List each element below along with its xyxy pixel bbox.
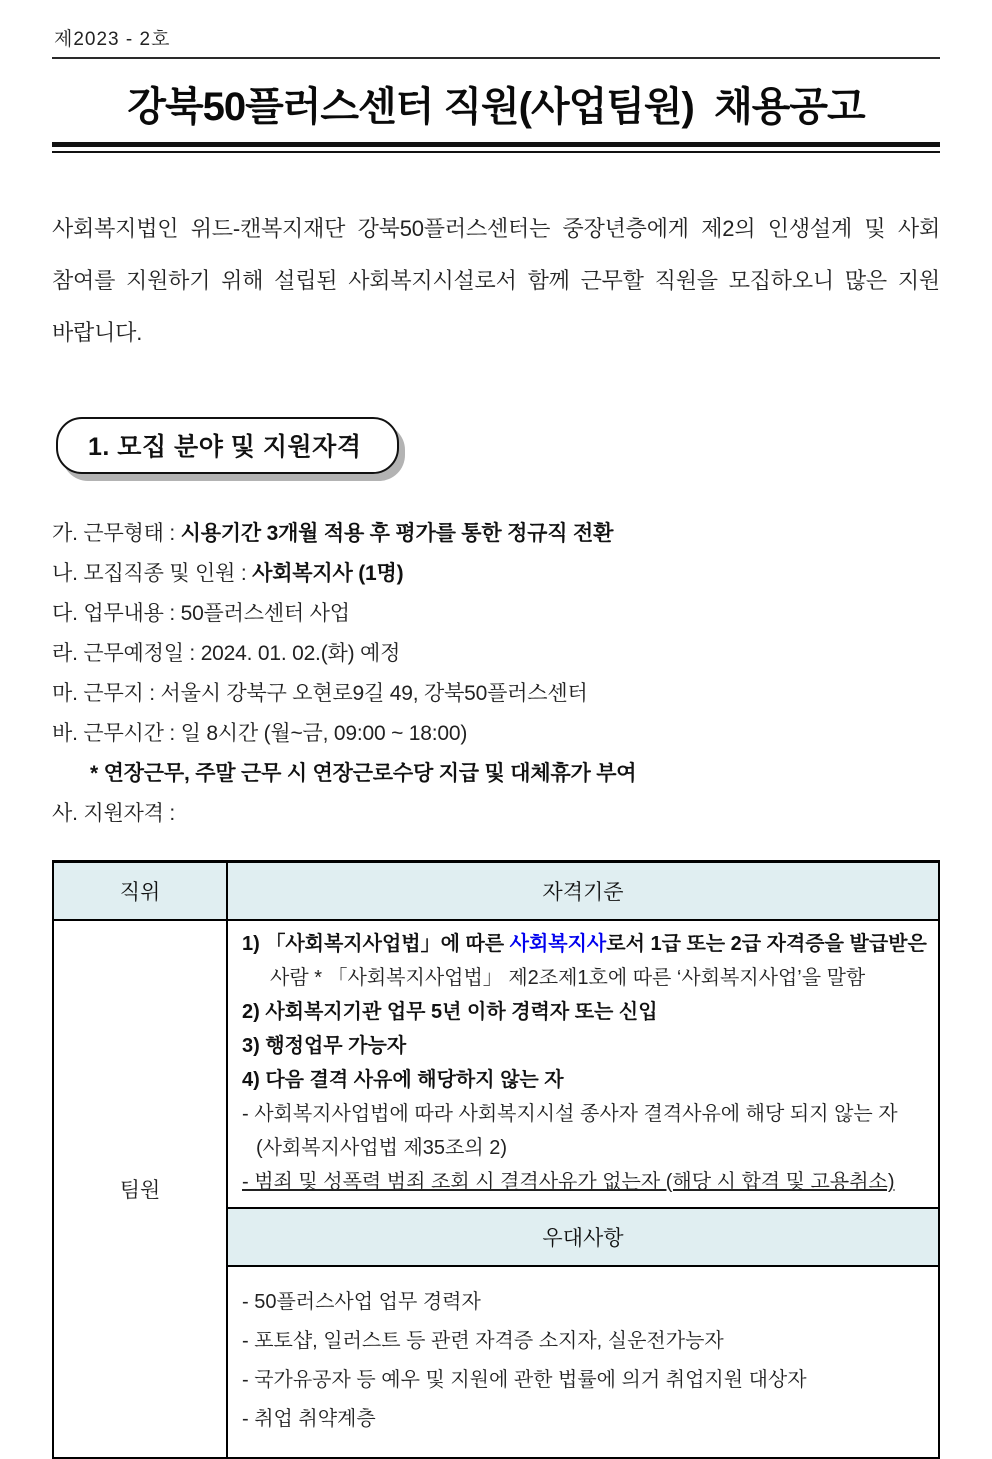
title-rule (52, 142, 940, 153)
qual-line-1-post: 로서 1급 또는 2급 자격증을 발급받은 (606, 933, 927, 955)
position-cell: 팀원 (53, 920, 227, 1458)
item-duties (52, 594, 940, 634)
item-lead: 라. 근무예정일 : 2024. 01. 02.(화) 예정 (52, 642, 401, 665)
item-work-hours (52, 714, 940, 754)
item-work-type (52, 514, 940, 554)
item-job-count (52, 554, 940, 594)
section1-badge: 1. 모집 분야 및 지원자격 (56, 417, 399, 474)
section1-badge-wrap (52, 417, 940, 474)
item-qualification-label: 사. 지원자격 : (52, 802, 175, 825)
overtime-note: * 연장근무, 주말 근무 시 연장근로수당 지급 및 대체휴가 부여 (90, 762, 637, 785)
doc-number: 제2023 - 2호 (54, 29, 171, 50)
preferred-item: - 50플러스사업 업무 경력자 (242, 1291, 481, 1313)
preferred-item: - 포토샵, 일러스트 등 관련 자격증 소지자, 실운전가능자 (242, 1330, 724, 1352)
preferred-header-cell: 우대사항 (227, 1208, 939, 1266)
item-lead: 마. 근무지 : 서울시 강북구 오현로9길 49, 강북50플러스센터 (52, 682, 588, 705)
qual-line-8: - 범죄 및 성폭력 범죄 조회 시 결격사유가 없는자 (해당 시 합격 및 고용취소) (242, 1171, 895, 1193)
item-workplace (52, 674, 940, 714)
header-rule (52, 57, 940, 59)
social-worker-link[interactable]: 사회복지사 (509, 933, 607, 955)
qual-line-3: 2) 사회복지기관 업무 5년 이하 경력자 또는 신입 (242, 1001, 658, 1023)
item-lead: 나. 모집직종 및 인원 : (52, 562, 253, 585)
col-position-header: 직위 (53, 862, 227, 921)
preferred-item: - 국가유공자 등 예우 및 지원에 관한 법률에 의거 취업지원 대상자 (242, 1369, 807, 1391)
qual-line-7: (사회복지사업법 제35조의 2) (256, 1137, 508, 1159)
item-start-date (52, 634, 940, 674)
item-strong: 사회복지사 (1명) (252, 562, 404, 585)
table-header-row (53, 862, 939, 921)
recruit-conditions-list (52, 514, 940, 834)
intro-paragraph: 사회복지법인 위드-캔복지재단 강북50플러스센터는 중장년층에게 제2의 인생설계 및 사회 참여를 지원하기 위해 설립된 사회복지시설로서 함께 근무할 직원을 모집하오니 많은 지원 바랍니다. (52, 216, 940, 345)
qualification-row (53, 920, 939, 1208)
item-lead: 바. 근무시간 : 일 8시간 (월~금, 09:00 ~ 18:00) (52, 722, 468, 745)
item-lead: 다. 업무내용 : 50플러스센터 사업 (52, 602, 350, 625)
qual-line-5: 4) 다음 결격 사유에 해당하지 않는 자 (242, 1069, 564, 1091)
qual-line-1-pre: 1) 「사회복지사업법」에 따른 (242, 933, 510, 955)
qual-line-4: 3) 행정업무 가능자 (242, 1035, 407, 1057)
qual-line-6: - 사회복지사업법에 따라 사회복지시설 종사자 결격사유에 해당 되지 않는 자 (242, 1103, 898, 1125)
preferred-cell (227, 1266, 939, 1458)
preferred-item: - 취업 취약계층 (242, 1408, 376, 1430)
item-strong: 시용기간 3개월 적용 후 평가를 통한 정규직 전환 (180, 522, 614, 545)
item-lead: 가. 근무형태 : (52, 522, 181, 545)
qualification-cell (227, 920, 939, 1208)
col-criteria-header: 자격기준 (227, 862, 939, 921)
qual-line-1 (242, 927, 928, 961)
recruit-table (52, 860, 940, 1459)
page-title: 강북50플러스센터 직원(사업팀원) 채용공고 (127, 85, 865, 129)
qual-line-2: 사람 * 「사회복지사업법」 제2조제1호에 따른 ‘사회복지사업’을 말함 (270, 967, 866, 989)
